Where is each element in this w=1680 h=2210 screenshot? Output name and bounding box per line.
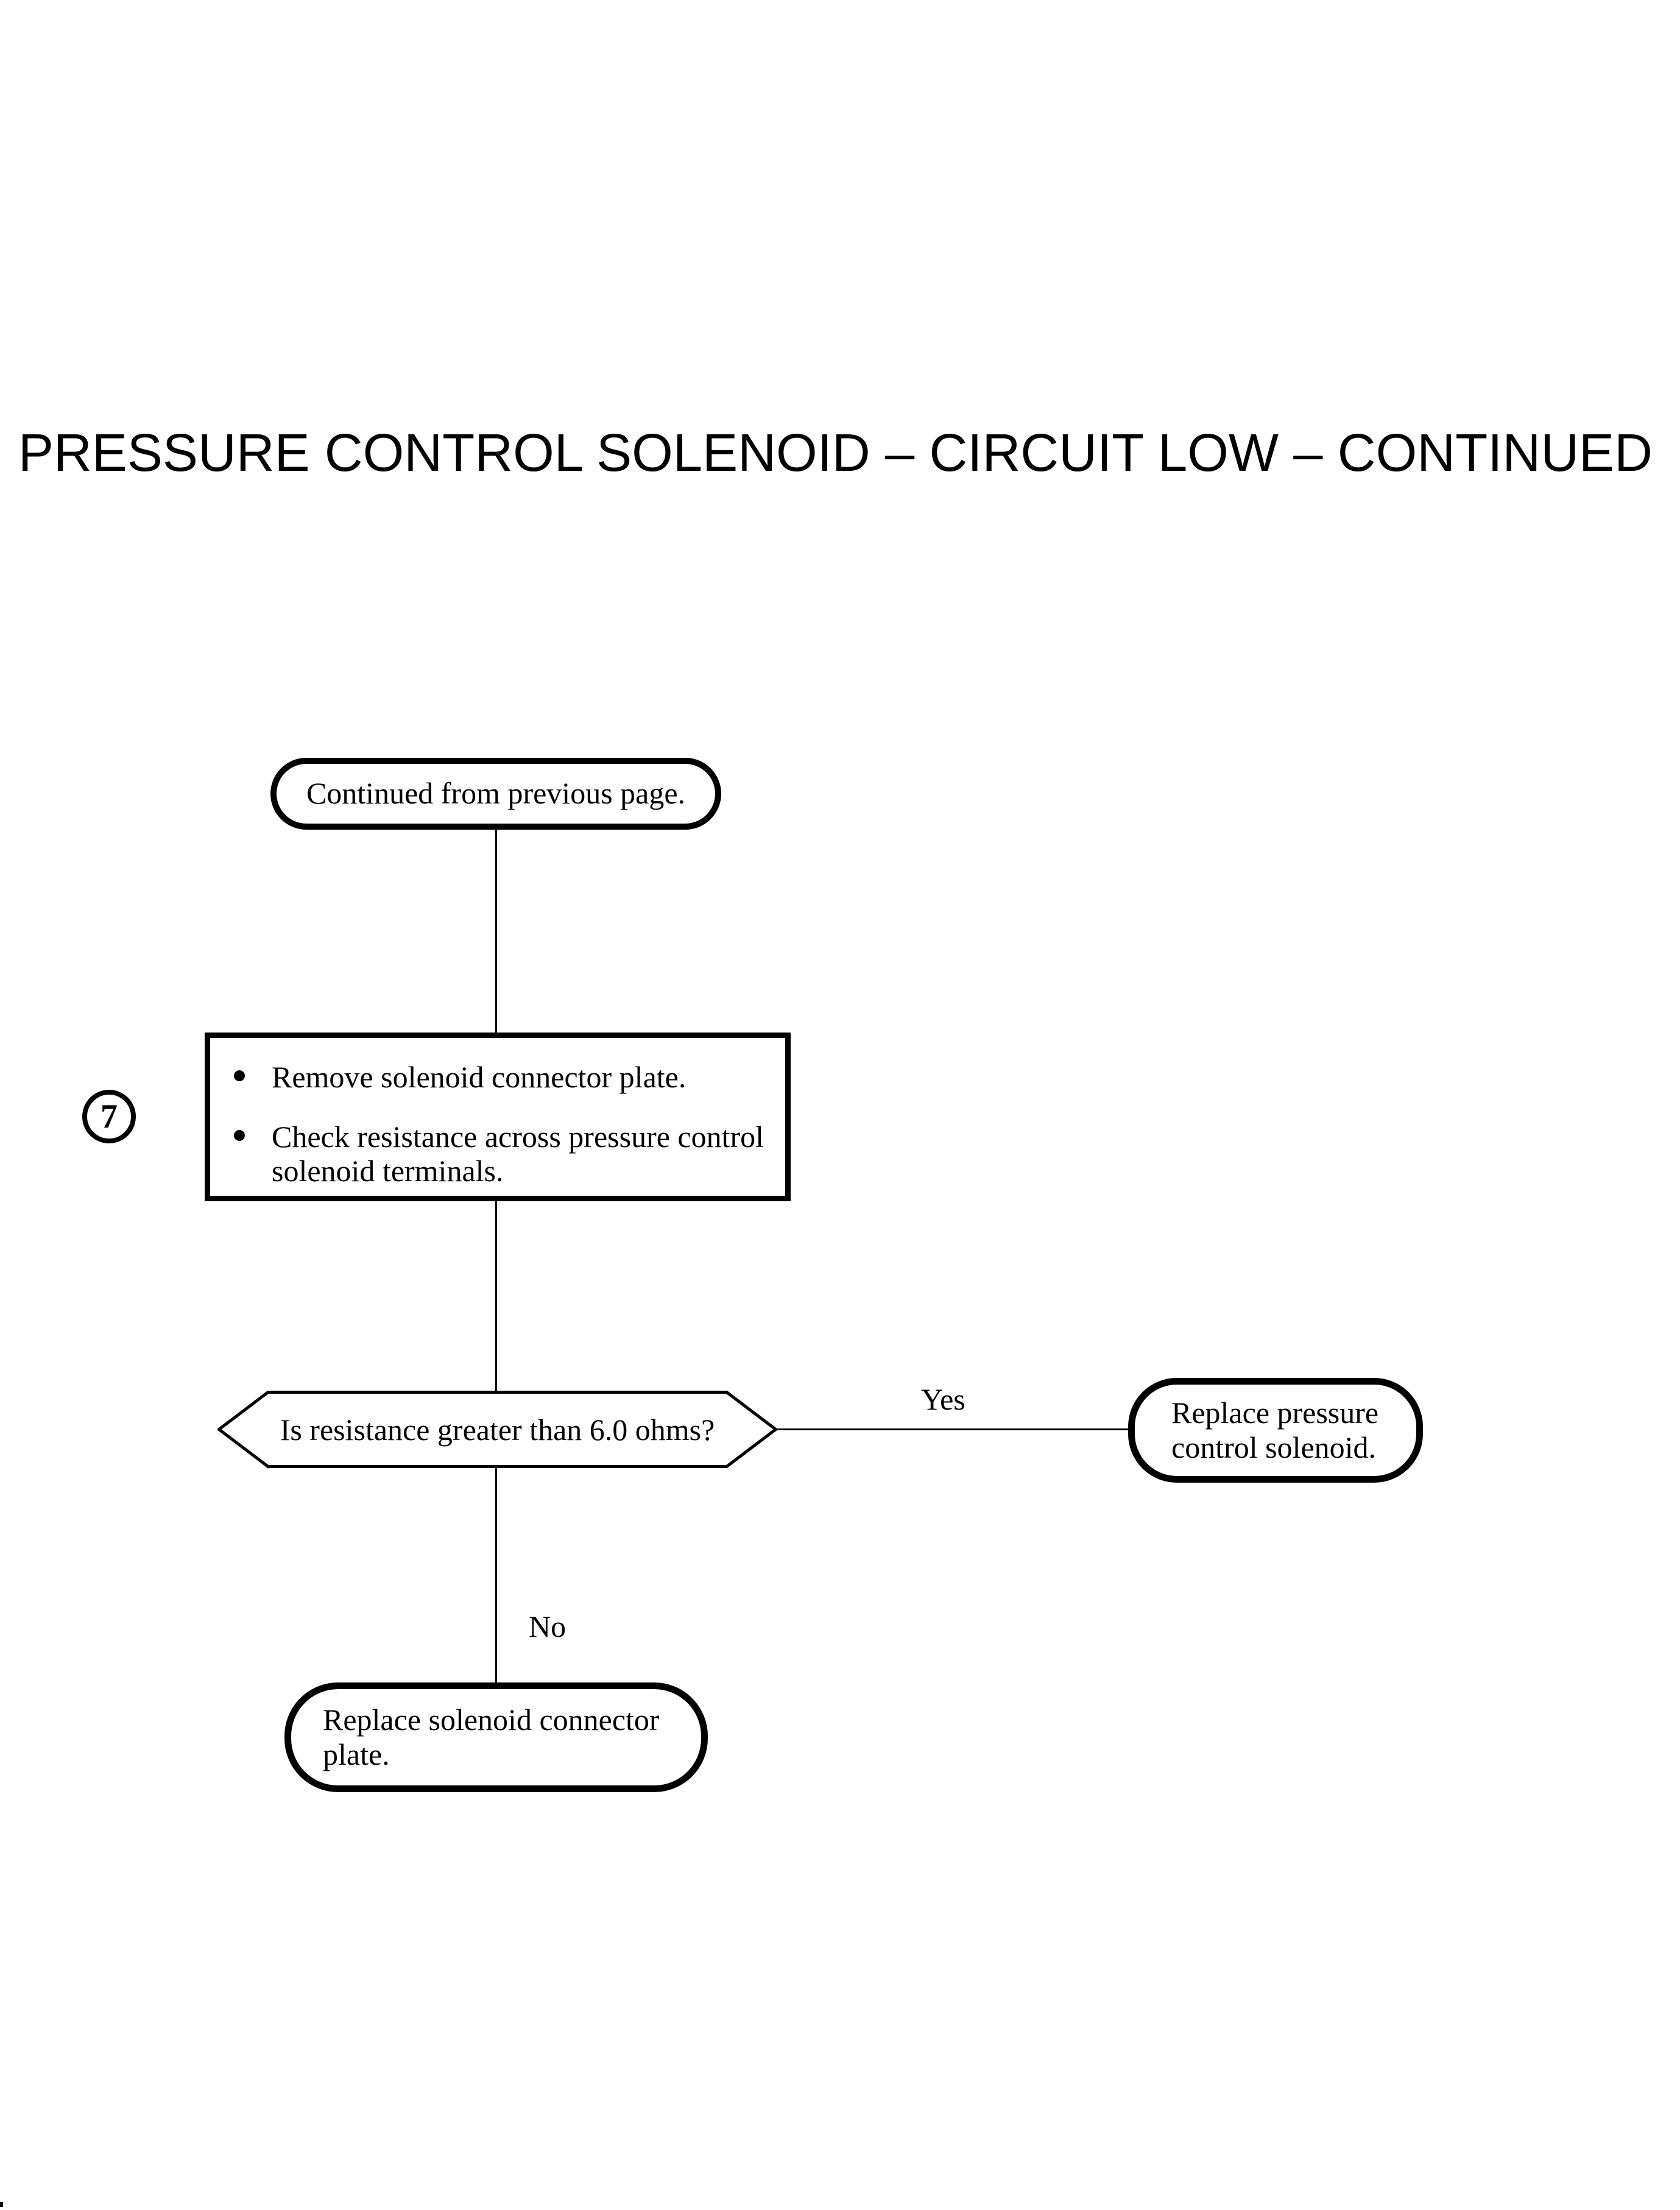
bullet-icon — [234, 1130, 245, 1141]
no-terminator — [284, 1682, 708, 1792]
bullet-item — [234, 1120, 767, 1188]
flowchart-start-terminator — [270, 758, 721, 830]
yes-terminator — [1128, 1378, 1423, 1483]
process-step-text: Remove solenoid connector plate. — [272, 1060, 686, 1094]
yes-terminator-label: Replace pressure control solenoid. — [1171, 1395, 1379, 1464]
yes-branch-label: Yes — [921, 1382, 965, 1416]
step-number-marker — [82, 1090, 136, 1143]
process-step-text: Check resistance across pressure control solenoid terminals. — [272, 1120, 764, 1188]
process-box — [205, 1033, 791, 1201]
bullet-icon — [234, 1070, 245, 1081]
connector-yes-branch — [776, 1428, 1128, 1430]
scan-artifact-dot — [0, 2202, 3, 2207]
connector-no-branch — [495, 1467, 497, 1682]
decision-node — [217, 1391, 777, 1468]
page-title: PRESSURE CONTROL SOLENOID – CIRCUIT LOW – CONTINUED — [18, 423, 1653, 482]
no-branch-label: No — [529, 1609, 566, 1643]
start-terminator-label: Continued from previous page. — [306, 776, 686, 811]
decision-question: Is resistance greater than 6.0 ohms? — [280, 1412, 715, 1447]
bullet-item — [234, 1060, 767, 1094]
connector-start-to-process — [495, 830, 497, 1033]
step-number: 7 — [101, 1098, 118, 1135]
connector-process-to-decision — [495, 1201, 497, 1393]
no-terminator-label: Replace solenoid connector plate. — [323, 1702, 660, 1771]
